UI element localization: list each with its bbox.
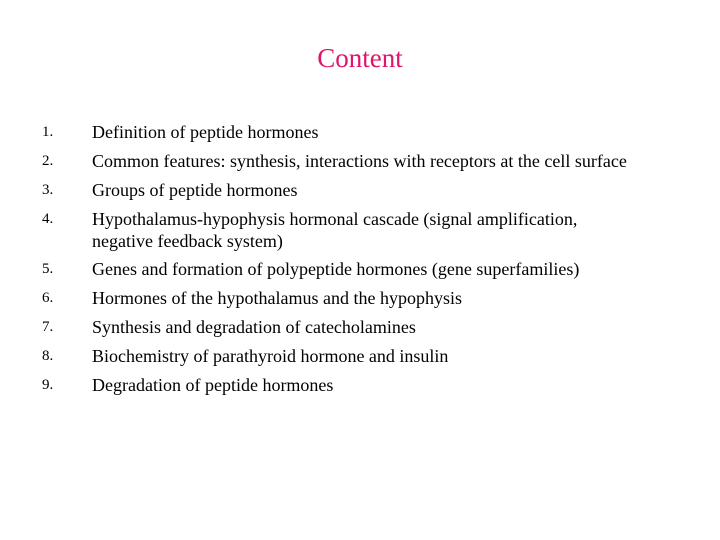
- item-text: Synthesis and degradation of catecholamines: [92, 317, 416, 337]
- item-text: Groups of peptide hormones: [92, 180, 298, 200]
- item-number: 8.: [42, 348, 54, 364]
- list-item: [42, 207, 642, 252]
- item-text: Genes and formation of polypeptide hormones (gene superfamilies): [92, 259, 580, 279]
- item-text: Common features: synthesis, interactions with receptors at the cell surface: [92, 151, 627, 171]
- list-item: [42, 257, 642, 281]
- item-number: 1.: [42, 124, 54, 140]
- list-item: [42, 286, 642, 310]
- list-item: [42, 120, 642, 144]
- item-text: Hormones of the hypothalamus and the hypophysis: [92, 288, 462, 308]
- list-item: [42, 149, 642, 173]
- page-title: Content: [317, 43, 403, 73]
- item-text: Definition of peptide hormones: [92, 122, 319, 142]
- item-number: 2.: [42, 153, 54, 169]
- item-number: 4.: [42, 211, 54, 227]
- item-number: 3.: [42, 182, 54, 198]
- item-text: Biochemistry of parathyroid hormone and insulin: [92, 346, 449, 366]
- list-item: [42, 344, 642, 368]
- item-number: 9.: [42, 377, 54, 393]
- content-list: [42, 120, 642, 402]
- list-item: [42, 315, 642, 339]
- item-text: Degradation of peptide hormones: [92, 375, 334, 395]
- item-number: 6.: [42, 290, 54, 306]
- item-number: 7.: [42, 319, 54, 335]
- item-text: Hypothalamus-hypophysis hormonal cascade (signal amplification, negative feedback system): [92, 209, 578, 251]
- list-item: [42, 373, 642, 397]
- item-number: 5.: [42, 261, 54, 277]
- list-item: [42, 178, 642, 202]
